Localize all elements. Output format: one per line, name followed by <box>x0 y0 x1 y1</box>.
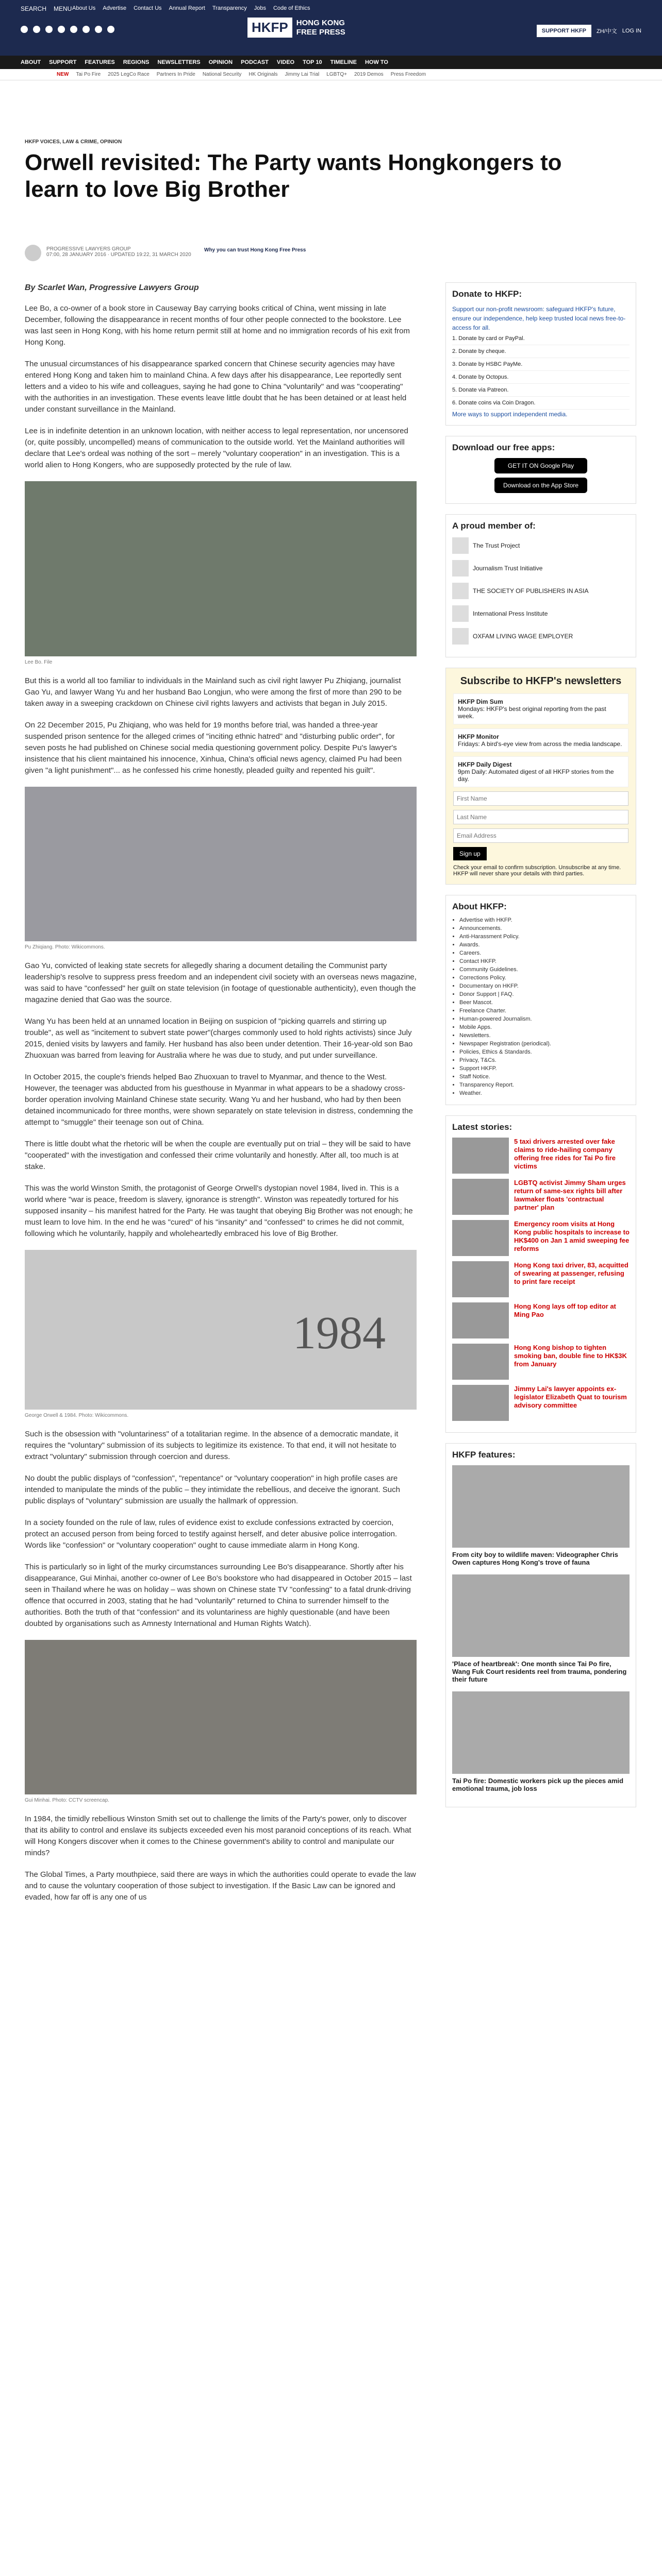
newsletter-name: HKFP Monitor <box>458 733 499 740</box>
member-name: Journalism Trust Initiative <box>473 565 543 572</box>
donate-option[interactable]: 4. Donate by Octopus. <box>452 371 630 384</box>
newsletter-option[interactable] <box>453 693 628 724</box>
paragraph: The unusual circumstances of his disappearance sparked concern that Chinese security agencies may have entered Hong Kong and taken him to mainland China. A few days after his disappearance, Lee reportedly sent letters and a video to his wife and colleagues, saying he had gone to China "voluntarily" and was "cooperating" with the authorities in an investigation. These events leave little doubt that he has been detained or at least held under constant surveillance in the Mainland. <box>25 360 407 414</box>
top-link[interactable]: Transparency <box>212 5 247 11</box>
caption: George Orwell & 1984. Photo: Wikicommons. <box>25 1413 129 1418</box>
about-link[interactable]: • Awards. <box>459 942 630 948</box>
top-bar <box>0 0 662 56</box>
about-link[interactable]: • Advertise with HKFP. <box>459 917 630 923</box>
story-thumbnail <box>452 1138 509 1174</box>
nav-item[interactable]: REGIONS <box>123 59 150 65</box>
story-thumbnail <box>452 1344 509 1380</box>
feature-title[interactable]: 'Place of heartbreak': One month since Tai Po fire, Wang Fuk Court residents reel from trauma, pondering their future <box>452 1660 627 1683</box>
story-item[interactable] <box>452 1138 630 1174</box>
nav-item[interactable]: ABOUT <box>21 59 41 65</box>
about-link[interactable]: • Contact HKFP. <box>459 958 630 964</box>
about-link[interactable]: • Privacy, T&Cs. <box>459 1057 630 1063</box>
paragraph: Wang Yu has been held at an unnamed location in Beijing on suspicion of "picking quarrels and stirring up trouble", as well as "incitement to subvert state power"(charges commonly used to hold rights activists) since July 2015, denied visits by lawyers and family. Her husband has also been under detention. Their 16-year-old son Bao Zhuoxuan was barred from leaving for Australia where he was due to study, and put under surveillance. <box>25 1017 413 1060</box>
nav-item[interactable]: TIMELINE <box>330 59 357 65</box>
paragraph: In October 2015, the couple's friends helped Bao Zhuoxuan to travel to Myanmar, and thence to the West. However, the teenager was abducted from his guesthouse in Myanmar in what appears to be a shadowy cross-border operation involving Mainland Chinese state security. Wang Yu and her husband, who had by then been detained incommunicado for three months, were shown separately on state television in distress, condemning the attempt to "smuggle" their teenage son out of China. <box>25 1073 413 1127</box>
top-left <box>21 5 72 12</box>
paragraph: The Global Times, a Party mouthpiece, said there are ways in which the authorities could operate to evade the law and to cause the voluntary cooperation of those subject to investigation. If the Basic Law can be ignored and evaded, how far off is any one of us <box>25 1870 416 1902</box>
paragraph: But this is a world all too familiar to individuals in the Mainland such as civil right lawyer Pu Zhiqiang, journalist Gao Yu, and lawyer Wang Yu and her husband Bao Longjun, who were among the first of more than 290 to be taken away in a sweeping crackdown on Chinese civil rights lawyers and activists that began in July 2015. <box>25 676 402 708</box>
about-link[interactable]: • Anti-Harassment Policy. <box>459 934 630 940</box>
nav-item[interactable]: HOW TO <box>365 59 388 65</box>
top-links <box>72 5 310 11</box>
latest-box <box>445 1115 636 1433</box>
menu-button[interactable]: MENU <box>54 5 72 12</box>
donate-option[interactable]: 5. Donate via Patreon. <box>452 384 630 397</box>
story-thumbnail <box>452 1385 509 1421</box>
nav-item[interactable]: PODCAST <box>241 59 269 65</box>
article-kicker[interactable]: HKFP VOICES, LAW & CRIME, OPINION <box>25 139 122 145</box>
ipi-icon <box>452 605 469 622</box>
nav-item[interactable]: SUPPORT <box>49 59 77 65</box>
subscribe-note: Check your email to confirm subscription. Unsubscribe at any time. HKFP will never share your details with third parties. <box>453 865 621 877</box>
story-title: Jimmy Lai's lawyer appoints ex-legislator Elizabeth Quat to tourism advisory committee <box>514 1385 627 1409</box>
about-link[interactable]: • Corrections Policy. <box>459 975 630 981</box>
members-title: A proud member of: <box>452 521 536 531</box>
about-link[interactable]: • Support HKFP. <box>459 1065 630 1072</box>
first-name-input[interactable] <box>453 791 628 806</box>
article-lede: By Scarlet Wan, Progressive Lawyers Group <box>25 283 199 292</box>
nav-item[interactable]: VIDEO <box>276 59 295 65</box>
story-title: Emergency room visits at Hong Kong public hospitals to increase to HK$400 on Jan 1 amid sweeping fee reforms <box>514 1220 630 1252</box>
paragraph: In 1984, the timidly rebellious Winston Smith set out to challenge the limits of the Party's power, only to discover that its ability to control and enslave its subjects exceeded even his most paranoid conceptions of its reach. What will Hong Kongers discover when it comes to the Chinese government's ability to control and manipulate our minds? <box>25 1815 411 1857</box>
sidebar <box>445 282 636 1818</box>
feature-image[interactable] <box>452 1574 630 1657</box>
feature-title[interactable]: From city boy to wildlife maven: Videographer Chris Owen captures Hong Kong's trove of fauna <box>452 1551 618 1566</box>
google-play-button[interactable]: GET IT ON Google Play <box>494 458 587 473</box>
member-name: OXFAM LIVING WAGE EMPLOYER <box>473 633 573 640</box>
trust-project-icon <box>452 537 469 554</box>
about-link[interactable]: • Weather. <box>459 1090 630 1096</box>
photo-pu-zhiqiang <box>25 787 417 941</box>
telegram-icon[interactable] <box>70 26 77 33</box>
search-button[interactable]: SEARCH <box>21 5 47 12</box>
logo-line-1: HONG KONG <box>296 18 345 27</box>
story-title: Hong Kong taxi driver, 83, acquitted of swearing at passenger, refusing to print fare receipt <box>514 1261 628 1285</box>
login-link[interactable]: LOG IN <box>622 28 641 34</box>
newsletter-desc: 9pm Daily: Automated digest of all HKFP stories from the day. <box>458 768 614 783</box>
about-link[interactable]: • Announcements. <box>459 925 630 931</box>
photo-lee-bo <box>25 481 417 656</box>
about-link[interactable]: • Donor Support | FAQ. <box>459 991 630 997</box>
about-link[interactable]: • Transparency Report. <box>459 1082 630 1088</box>
apps-box <box>445 436 636 504</box>
donate-box <box>445 282 636 426</box>
newsletter-desc: Mondays: HKFP's best original reporting from the past week. <box>458 705 606 720</box>
top-right <box>537 25 641 37</box>
story-item[interactable] <box>452 1344 630 1380</box>
photo-orwell-1984 <box>25 1250 417 1410</box>
feature-image[interactable] <box>452 1691 630 1774</box>
nav-item[interactable]: NEWSLETTERS <box>157 59 201 65</box>
lang-switch[interactable]: ZH/中文 <box>596 28 617 35</box>
paragraph: Lee Bo, a co-owner of a book store in Causeway Bay carrying books critical of China, went missing in late December, following the disappearance in recent months of four other people connected to the bookstore. Lee was last seen in Hong Kong, with his home return permit still at home and no immigration records of his exit from Hong Kong. <box>25 304 410 347</box>
nav-item[interactable]: FEATURES <box>85 59 115 65</box>
subnav-item[interactable]: LGBTQ+ <box>326 72 347 77</box>
more-ways-link[interactable]: More ways to support independent media. <box>452 411 568 418</box>
rss-icon[interactable] <box>107 26 114 33</box>
site-logo[interactable] <box>247 18 345 38</box>
subnav-item[interactable]: Press Freedom <box>390 72 426 77</box>
logo-mark: HKFP <box>247 18 292 38</box>
logo-text <box>296 19 345 37</box>
features-box <box>445 1443 636 1807</box>
subnav-item[interactable]: National Security <box>202 72 242 77</box>
x-icon[interactable] <box>33 26 40 33</box>
story-thumbnail <box>452 1220 509 1256</box>
paragraph: Gao Yu, convicted of leaking state secrets for allegedly sharing a document detailing the Communist party leadership's resolve to suppress press freedom and an independent civil society with an overseas news magazine, was said to have "confessed" her guilt on state television (in footage of questionable authenticity), even though the magazine denied that Gao was the source. <box>25 961 417 1004</box>
nav-item[interactable]: TOP 10 <box>303 59 322 65</box>
about-link[interactable]: • Documentary on HKFP. <box>459 983 630 989</box>
paragraph: Such is the obsession with "voluntariness" of a totalitarian regime. In the absence of a democratic mandate, it requires the "voluntary" submission of its subjects to legitimize its existence. To that end, it will not hesitate to extract "voluntary" submission through coercion and duress. <box>25 1430 399 1461</box>
author-avatar <box>25 245 41 261</box>
paragraph: This was the world Winston Smith, the protagonist of George Orwell's dystopian novel 1984, lived in. This is a world where "war is peace, freedom is slavery, ignorance is strength". Winston was repeatedly tortured for his supposed insanity – his manifest hatred for the Party. He was taught that obeying Big Brother was not enough; he must learn to love him. In the end he was "cured" of his "insanity" and "confessed" to crimes he did not commit, following which he voluntarily, happily and wholeheartedly embraced his love of Big Brother. <box>25 1184 413 1238</box>
apps-title: Download our free apps: <box>452 443 555 452</box>
linkedin-icon[interactable] <box>82 26 90 33</box>
email-input[interactable] <box>453 828 628 843</box>
story-thumbnail <box>452 1302 509 1338</box>
jti-icon <box>452 560 469 577</box>
paragraph: There is little doubt what the rhetoric will be when the couple are eventually put on trial – they will be said to have "cooperated" with the investigation and confessed their crime voluntarily and honestly. After all, too much is at stake. <box>25 1140 411 1171</box>
story-item[interactable] <box>452 1261 630 1297</box>
story-title: LGBTQ activist Jimmy Sham urges return of same-sex rights bill after lawmaker floats 'contractual partner' plan <box>514 1179 626 1211</box>
paragraph: Lee is in indefinite detention in an unknown location, with neither access to legal representation, nor uncensored (or, quite possibly, uncompelled) means of communication to the outside world. Yet the Mainland authorities will declare that Lee's ordeal was nothing of the sort – merely "voluntary cooperation" in an investigation. This is a world alien to Hong Kongers, who are supposedly protected by the rule of law. <box>25 427 408 469</box>
about-link[interactable]: • Human-powered Journalism. <box>459 1016 630 1022</box>
top-link[interactable]: Contact Us <box>134 5 162 11</box>
story-item[interactable] <box>452 1179 630 1215</box>
article-title: Orwell revisited: The Party wants Hongkongers to learn to love Big Brother <box>25 150 562 202</box>
threads-icon[interactable] <box>95 26 102 33</box>
author-name[interactable]: PROGRESSIVE LAWYERS GROUP <box>46 246 131 252</box>
about-box <box>445 895 636 1105</box>
subnav-item[interactable]: HK Originals <box>249 72 278 77</box>
feature-image[interactable] <box>452 1465 630 1548</box>
trust-link[interactable]: Why you can trust Hong Kong Free Press <box>204 247 306 253</box>
about-link[interactable]: • Policies, Ethics & Standards. <box>459 1049 630 1055</box>
member-logo[interactable] <box>452 583 630 599</box>
newsletter-option[interactable] <box>453 756 628 787</box>
subnav-item[interactable]: Tai Po Fire <box>76 72 101 77</box>
newsletter-option[interactable] <box>453 728 628 752</box>
member-name: International Press Institute <box>473 610 548 617</box>
features-title: HKFP features: <box>452 1450 516 1460</box>
newsletter-desc: Fridays: A bird's-eye view from across the media landscape. <box>458 740 622 748</box>
caption: Lee Bo. File <box>25 659 53 665</box>
sub-nav <box>0 69 662 80</box>
story-title: Hong Kong bishop to tighten smoking ban, double fine to HK$3K from January <box>514 1344 627 1368</box>
oxfam-icon <box>452 628 469 645</box>
member-logo[interactable] <box>452 628 630 645</box>
subnav-item[interactable]: Jimmy Lai Trial <box>285 72 320 77</box>
subnav-item[interactable]: Partners In Pride <box>156 72 195 77</box>
about-link[interactable]: • Newspaper Registration (periodical). <box>459 1041 630 1047</box>
member-logo[interactable] <box>452 605 630 622</box>
about-link[interactable]: • Staff Notice. <box>459 1074 630 1080</box>
top-link[interactable]: Code of Ethics <box>273 5 310 11</box>
donate-option[interactable]: 2. Donate by cheque. <box>452 345 630 358</box>
donate-option[interactable]: 3. Donate by HSBC PayMe. <box>452 358 630 371</box>
story-thumbnail <box>452 1261 509 1297</box>
top-link[interactable]: Annual Report <box>169 5 205 11</box>
top-link[interactable]: Advertise <box>103 5 127 11</box>
paragraph: This is particularly so in light of the murky circumstances surrounding Lee Bo's disappearance. Shortly after his disappearance, Gui Minhai, another co-owner of Lee Bo's bookstore who had disappeared in October 2015 – last seen in Thailand where he was on holiday – was shown on Chinese state TV "confessing" to a fatal drunk-driving offence that occurred in 2003, stating that he had "voluntarily" returned to China to surrender himself to the authorities. Both the truth of that "confession" and its voluntariness are highly questionable (and have been doubted by organisations such as Amnesty International and Human Rights Watch). <box>25 1563 412 1628</box>
story-item[interactable] <box>452 1302 630 1338</box>
story-title: 5 taxi drivers arrested over fake claims to ride-hailing company offering free rides for Tai Po fire victims <box>514 1138 616 1170</box>
caption: Gui Minhai. Photo: CCTV screencap. <box>25 1798 109 1803</box>
logo-line-2: FREE PRESS <box>296 27 345 37</box>
members-box <box>445 514 636 657</box>
newsletter-title: Subscribe to HKFP's newsletters <box>460 675 622 687</box>
donate-option[interactable]: 6. Donate coins via Coin Dragon. <box>452 397 630 410</box>
app-store-button[interactable]: Download on the App Store <box>494 478 587 493</box>
member-logo[interactable] <box>452 537 630 554</box>
paragraph: No doubt the public displays of "confession", "repentance" or "voluntary cooperation" in high profile cases are intended to manipulate the minds of the public – they intimidate the rebellious, and deceive the ignorant. Such public displays of "voluntary" submission are usually the hallmark of oppression. <box>25 1474 400 1505</box>
story-item[interactable] <box>452 1220 630 1256</box>
paragraph: On 22 December 2015, Pu Zhiqiang, who was held for 19 months before trial, was handed a three-year suspended prison sentence for the alleged crimes of "inciting ethnic hatred" and "disturbing public order", for seven posts he had published on Chinese social media questioning government policy. Despite Pu's lawyer's insistence that his client maintained his innocence, Xinhua, China's official news agency, claimed Pu had been given "a light punishment"... as he confessed his crime honestly, pleaded guilty and repented his guilt". <box>25 721 402 775</box>
signup-button[interactable]: Sign up <box>453 847 487 860</box>
feature-title[interactable]: Tai Po fire: Domestic workers pick up the pieces amid emotional trauma, job loss <box>452 1777 624 1792</box>
last-name-input[interactable] <box>453 810 628 824</box>
about-link[interactable]: • Careers. <box>459 950 630 956</box>
facebook-icon[interactable] <box>21 26 28 33</box>
donate-title: Donate to HKFP: <box>452 289 522 299</box>
newsletter-name: HKFP Daily Digest <box>458 761 512 768</box>
caption: Pu Zhiqiang. Photo: Wikicommons. <box>25 944 105 950</box>
instagram-icon[interactable] <box>45 26 53 33</box>
subnav-item[interactable]: 2019 Demos <box>354 72 384 77</box>
member-name: The Trust Project <box>473 542 520 549</box>
about-link[interactable]: • Beer Mascot. <box>459 999 630 1006</box>
about-link[interactable]: • Freelance Charter. <box>459 1008 630 1014</box>
nav-item[interactable]: OPINION <box>208 59 233 65</box>
member-name: THE SOCIETY OF PUBLISHERS IN ASIA <box>473 587 589 595</box>
sopa-icon <box>452 583 469 599</box>
newsletter-box <box>445 668 636 885</box>
donate-option[interactable]: 1. Donate by card or PayPal. <box>452 332 630 345</box>
1984-text: 1984 <box>293 1308 386 1359</box>
article-dates: 07:00, 28 JANUARY 2016 · UPDATED 19:22, 31 MARCH 2020 <box>46 252 191 258</box>
article-body <box>25 282 417 1913</box>
latest-title: Latest stories: <box>452 1122 512 1132</box>
donate-text[interactable]: Support our non-profit newsroom: safeguard HKFP's future, ensure our independence, help keep trusted local news free-to-access for all. <box>452 306 626 331</box>
story-title: Hong Kong lays off top editor at Ming Pao <box>514 1302 616 1318</box>
subnav-item[interactable]: 2025 LegCo Race <box>108 72 150 77</box>
support-button[interactable]: SUPPORT HKFP <box>537 25 591 37</box>
top-link[interactable]: About Us <box>72 5 96 11</box>
photo-gui-minhai <box>25 1640 417 1794</box>
about-link[interactable]: • Community Guidelines. <box>459 967 630 973</box>
member-logo[interactable] <box>452 560 630 577</box>
byline <box>46 246 191 258</box>
new-badge: NEW <box>57 72 69 77</box>
social-icons <box>21 26 114 33</box>
newsletter-name: HKFP Dim Sum <box>458 698 503 705</box>
main-nav <box>0 56 662 69</box>
story-item[interactable] <box>452 1385 630 1421</box>
paragraph: In a society founded on the rule of law, rules of evidence exist to exclude confessions extracted by coercion, protect an accused person from being forced to testify against herself, and deter abusive police interrogation. Words like "confession" or "voluntary cooperation" ought to cause immediate alarm in Hong Kong. <box>25 1518 398 1550</box>
top-link[interactable]: Jobs <box>254 5 266 11</box>
story-thumbnail <box>452 1179 509 1215</box>
about-link[interactable]: • Mobile Apps. <box>459 1024 630 1030</box>
about-title: About HKFP: <box>452 902 507 911</box>
youtube-icon[interactable] <box>58 26 65 33</box>
about-link[interactable]: • Newsletters. <box>459 1032 630 1039</box>
